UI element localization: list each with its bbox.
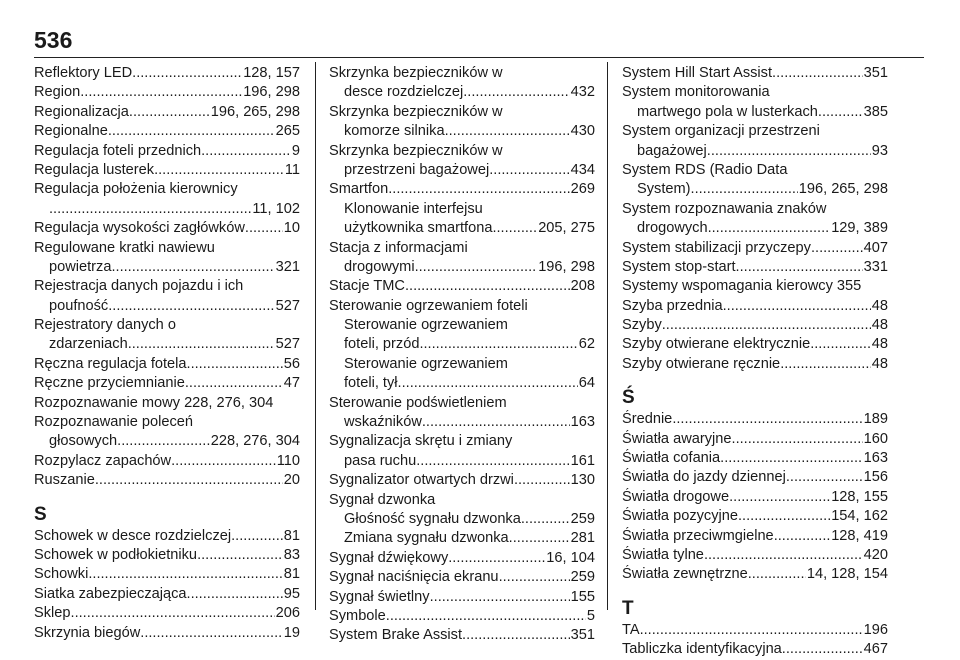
dot-leader: [720, 449, 862, 468]
index-entry: [34, 527, 300, 546]
index-page-numbers: 205, 275: [538, 220, 595, 237]
index-entry-text: Systemy wspomagania kierowcy 355: [622, 278, 862, 295]
index-entry: [34, 374, 300, 393]
index-page-numbers: 163: [570, 414, 595, 431]
index-entry-label: Smartfon: [329, 181, 389, 198]
index-entry: [329, 471, 595, 490]
index-entry-label: użytkownika smartfona: [344, 220, 493, 237]
dot-leader: [662, 316, 871, 335]
dot-leader: [187, 355, 283, 374]
dot-leader: [772, 64, 863, 83]
dot-leader: [422, 413, 570, 432]
index-entry: [34, 452, 300, 471]
index-entry-label: System stabilizacji przyczepy: [622, 239, 811, 256]
index-entry-label: Zmiana sygnału dzwonka: [344, 530, 509, 547]
index-entry: [329, 549, 595, 568]
index-entry-label: Ruszanie: [34, 472, 95, 489]
index-page-numbers: 351: [570, 627, 595, 644]
index-letter-heading: Ś: [622, 387, 635, 409]
dot-leader: [185, 374, 283, 393]
index-entry-text: Regulowane kratki nawiewu: [34, 239, 215, 256]
index-entry-label: Sygnalizator otwartych drzwi: [329, 472, 514, 489]
index-page-numbers: 321: [275, 258, 300, 275]
dot-leader: [140, 624, 283, 643]
index-entry: [622, 239, 888, 258]
dot-leader: [231, 527, 283, 546]
index-entry-label: Siatka zabezpieczająca: [34, 585, 187, 602]
index-entry-label: głosowych: [49, 433, 118, 450]
dot-leader: [95, 471, 283, 490]
index-entry-label: Regulacja lusterek: [34, 161, 155, 178]
index-page-numbers: 154, 162: [831, 508, 888, 525]
index-entry-text: Sterowanie ogrzewaniem: [344, 355, 508, 372]
index-page-numbers: 11: [284, 161, 300, 178]
dot-leader: [132, 64, 242, 83]
dot-leader: [818, 103, 863, 122]
index-page-numbers: 527: [275, 297, 300, 314]
index-entry: [34, 258, 300, 277]
index-page-numbers: 430: [570, 123, 595, 140]
index-page-numbers: 48: [871, 355, 888, 372]
dot-leader: [71, 604, 275, 623]
dot-leader: [729, 488, 830, 507]
index-entry-label: martwego pola w lusterkach: [637, 103, 818, 120]
index-entry-text: Sterowanie ogrzewaniem foteli: [329, 297, 528, 314]
index-entry: [34, 335, 300, 354]
index-entry: [329, 258, 595, 277]
index-entry: [622, 142, 888, 161]
index-column-3: [622, 64, 888, 660]
index-page-numbers: 130: [570, 472, 595, 489]
dot-leader: [154, 161, 284, 180]
index-entry: [329, 413, 595, 432]
index-entry: [34, 355, 300, 374]
index-entry-label: Średnie: [622, 411, 673, 428]
index-page-numbers: 47: [283, 375, 300, 392]
index-page-numbers: 14, 128, 154: [806, 566, 888, 583]
index-page-numbers: 155: [570, 588, 595, 605]
index-entry: [34, 219, 300, 238]
index-entry: [622, 449, 888, 468]
dot-leader: [416, 452, 569, 471]
index-entry-label: Sklep: [34, 605, 71, 622]
index-entry: [329, 277, 595, 296]
index-entry: [34, 103, 300, 122]
index-page-numbers: 467: [863, 641, 888, 658]
index-entry-label: komorze silnika: [344, 123, 445, 140]
dot-leader: [492, 219, 537, 238]
dot-leader: [386, 607, 586, 626]
index-entry: [622, 546, 888, 565]
index-page-numbers: 420: [863, 546, 888, 563]
index-page-numbers: 163: [863, 450, 888, 467]
dot-leader: [736, 258, 863, 277]
dot-leader: [463, 83, 569, 102]
dot-leader: [128, 335, 275, 354]
index-page-numbers: 527: [275, 336, 300, 353]
index-entry-label: Światła przeciwmgielne: [622, 527, 774, 544]
dot-leader: [201, 142, 291, 161]
dot-leader: [738, 507, 830, 526]
index-letter-heading: S: [34, 503, 47, 525]
dot-leader: [117, 432, 210, 451]
index-entry-label: desce rozdzielczej: [344, 84, 464, 101]
index-entry-label: Regulacja wysokości zagłówków: [34, 220, 245, 237]
dot-leader: [398, 374, 578, 393]
dot-leader: [171, 452, 276, 471]
index-entry: [622, 258, 888, 277]
dot-leader: [197, 546, 283, 565]
index-page-numbers: 196, 265, 298: [210, 103, 300, 120]
header-rule: [34, 57, 924, 58]
index-entry: [622, 180, 888, 199]
index-entry-text: Rozpoznawanie mowy 228, 276, 304: [34, 394, 274, 411]
dot-leader: [499, 568, 570, 587]
index-page-numbers: 269: [570, 181, 595, 198]
index-entry-label: System Hill Start Assist: [622, 65, 773, 81]
index-entry-label: Symbole: [329, 607, 386, 624]
index-entry-label: Szyba przednia: [622, 297, 723, 314]
index-page-numbers: 259: [570, 510, 595, 527]
index-entry: [34, 471, 300, 490]
index-entry: [34, 83, 300, 102]
index-entry-label: drogowymi: [344, 258, 415, 275]
index-entry: [329, 510, 595, 529]
index-page-numbers: 259: [570, 569, 595, 586]
index-page-numbers: 93: [871, 142, 888, 159]
index-entry: [34, 604, 300, 623]
index-entry-label: Światła do jazdy dziennej: [622, 469, 786, 486]
index-page-numbers: 5: [586, 607, 595, 624]
index-entry-label: foteli, tył: [344, 375, 398, 392]
index-page-numbers: 11, 102: [252, 200, 300, 217]
index-page-numbers: 81: [283, 527, 300, 544]
index-page-numbers: 48: [871, 336, 888, 353]
index-entry: [622, 335, 888, 354]
dot-leader: [782, 640, 863, 659]
dot-leader: [732, 430, 863, 449]
index-entry-label: Schowek w podłokietniku: [34, 546, 198, 563]
index-page-numbers: 432: [570, 84, 595, 101]
dot-leader: [774, 527, 831, 546]
index-entry: [329, 335, 595, 354]
index-column-2: [329, 64, 595, 646]
dot-leader: [640, 621, 863, 640]
index-page-numbers: 20: [283, 472, 300, 489]
index-entry: [34, 565, 300, 584]
index-entry-label: Region: [34, 84, 81, 101]
index-entry: [622, 297, 888, 316]
dot-leader: [108, 297, 274, 316]
dot-leader: [748, 565, 806, 584]
index-entry-label: wskaźników: [344, 414, 422, 431]
index-page-numbers: 160: [863, 430, 888, 447]
index-entry: [329, 161, 595, 180]
index-entry-text: Sygnalizacja skrętu i zmiany: [329, 433, 513, 450]
index-entry: [34, 432, 300, 451]
index-page-numbers: 95: [283, 585, 300, 602]
index-entry-label: System stop-start: [622, 258, 736, 275]
index-entry-label: Stacje TMC: [329, 278, 405, 295]
index-entry-label: Rozpylacz zapachów: [34, 452, 172, 469]
index-entry-text: Skrzynka bezpieczników w: [329, 103, 503, 120]
index-entry: [622, 488, 888, 507]
index-entry: [622, 640, 888, 659]
index-entry-label: Światła awaryjne: [622, 430, 732, 447]
index-page-numbers: 110: [276, 452, 300, 469]
index-entry: [329, 568, 595, 587]
index-entry-label: System): [637, 181, 691, 198]
index-entry-label: Regulacja foteli przednich: [34, 142, 202, 159]
index-entry-text: Rejestracja danych pojazdu i ich: [34, 278, 244, 295]
index-entry: [34, 64, 300, 83]
dot-leader: [388, 180, 569, 199]
dot-leader: [445, 122, 570, 141]
index-entry: [329, 180, 595, 199]
dot-leader: [514, 471, 570, 490]
index-entry-label: Światła drogowe: [622, 488, 730, 505]
index-entry-label: System Brake Assist: [329, 627, 463, 644]
index-page-numbers: 48: [871, 317, 888, 334]
index-entry-label: drogowych: [637, 220, 708, 237]
dot-leader: [419, 335, 577, 354]
index-page-numbers: 434: [570, 161, 595, 178]
dot-leader: [780, 355, 871, 374]
index-page-numbers: 56: [283, 355, 300, 372]
dot-leader: [723, 297, 871, 316]
index-entry-label: Głośność sygnału dzwonka: [344, 510, 521, 527]
dot-leader: [521, 510, 570, 529]
index-entry-text: Sterowanie ogrzewaniem: [344, 317, 508, 334]
index-entry: [34, 142, 300, 161]
index-entry-label: Światła pozycyjne: [622, 508, 738, 525]
index-entry: [622, 64, 888, 83]
dot-leader: [80, 83, 242, 102]
dot-leader: [704, 546, 863, 565]
index-entry-text: System rozpoznawania znaków: [622, 200, 827, 217]
index-entry-label: bagażowej: [637, 142, 707, 159]
index-page-numbers: 62: [578, 336, 595, 353]
index-entry: [622, 621, 888, 640]
index-page-numbers: 208: [570, 278, 595, 295]
index-entry: [34, 585, 300, 604]
dot-leader: [405, 277, 570, 296]
index-entry-label: Szyby otwierane ręcznie: [622, 355, 781, 372]
index-entry-label: Sygnał dźwiękowy: [329, 549, 449, 566]
index-entry: [34, 546, 300, 565]
index-entry: [622, 468, 888, 487]
index-entry-text: System organizacji przestrzeni: [622, 123, 820, 140]
index-entry-text: Skrzynka bezpieczników w: [329, 65, 503, 81]
index-page-numbers: 156: [863, 469, 888, 486]
index-entry: [622, 527, 888, 546]
index-entry-label: Światła zewnętrzne: [622, 566, 748, 583]
dot-leader: [707, 142, 871, 161]
index-entry-label: Sygnał naciśnięcia ekranu: [329, 569, 499, 586]
index-entry: [622, 103, 888, 122]
index-entry: [329, 83, 595, 102]
index-entry-label: Schowki: [34, 566, 89, 583]
dot-leader: [129, 103, 210, 122]
dot-leader: [672, 410, 862, 429]
index-entry: [622, 430, 888, 449]
index-page-numbers: 128, 155: [831, 488, 888, 505]
index-entry: [622, 316, 888, 335]
index-entry-label: Regionalne: [34, 123, 108, 140]
column-divider-2: [607, 62, 608, 610]
index-entry: [622, 410, 888, 429]
index-entry: [34, 122, 300, 141]
index-entry: [329, 607, 595, 626]
dot-leader: [509, 529, 570, 548]
index-entry: [34, 200, 300, 219]
dot-leader: [448, 549, 545, 568]
index-entry: [329, 626, 595, 645]
index-page-numbers: 385: [863, 103, 888, 120]
index-entry-label: Światła tylne: [622, 546, 704, 563]
index-entry-label: Schowek w desce rozdzielczej: [34, 527, 232, 544]
index-entry-label: Reflektory LED: [34, 65, 133, 81]
index-page-numbers: 48: [871, 297, 888, 314]
index-entry: [34, 297, 300, 316]
index-entry-label: Regionalizacja: [34, 103, 129, 120]
index-page-numbers: 331: [863, 258, 888, 275]
dot-leader: [489, 161, 569, 180]
index-page-numbers: 281: [570, 530, 595, 547]
index-entry-label: Szyby otwierane elektrycznie: [622, 336, 811, 353]
index-entry-label: przestrzeni bagażowej: [344, 161, 490, 178]
index-page-numbers: 16, 104: [546, 549, 595, 566]
index-entry-label: foteli, przód: [344, 336, 420, 353]
index-entry-label: zdarzeniach: [49, 336, 128, 353]
index-page-numbers: 196, 298: [243, 84, 300, 101]
dot-leader: [88, 565, 282, 584]
column-divider-1: [315, 62, 316, 610]
index-entry: [329, 588, 595, 607]
dot-leader: [811, 239, 863, 258]
index-entry-label: Tabliczka identyfikacyjna: [622, 641, 782, 658]
index-entry-text: Regulacja położenia kierownicy: [34, 181, 238, 198]
index-entry-label: poufność: [49, 297, 109, 314]
index-page-numbers: 128, 157: [243, 65, 300, 81]
index-entry: [622, 219, 888, 238]
index-page-numbers: 128, 419: [831, 527, 888, 544]
index-entry-text: Sterowanie podświetleniem: [329, 394, 507, 411]
index-page-numbers: 206: [275, 605, 300, 622]
index-entry-text: Skrzynka bezpieczników w: [329, 142, 503, 159]
index-page-numbers: 83: [283, 546, 300, 563]
dot-leader: [187, 585, 283, 604]
page-number: 536: [34, 27, 73, 53]
index-entry-label: Ręczne przyciemnianie: [34, 375, 185, 392]
index-entry-label: TA: [622, 621, 640, 638]
index-entry: [34, 624, 300, 643]
index-page-numbers: 64: [578, 375, 595, 392]
index-entry: [329, 452, 595, 471]
dot-leader: [691, 180, 798, 199]
index-entry-label: powietrza: [49, 258, 112, 275]
dot-leader: [810, 335, 871, 354]
dot-leader: [49, 200, 251, 219]
index-entry: [329, 219, 595, 238]
index-entry: [329, 529, 595, 548]
index-column-1: [34, 64, 300, 643]
index-page-numbers: 161: [570, 452, 595, 469]
index-entry: [622, 355, 888, 374]
index-page-numbers: 129, 389: [831, 220, 888, 237]
index-entry-label: Szyby: [622, 317, 662, 334]
index-page-numbers: 265: [275, 123, 300, 140]
index-page-numbers: 196: [863, 621, 888, 638]
dot-leader: [111, 258, 274, 277]
index-entry-text: Stacja z informacjami: [329, 239, 468, 256]
index-entry-label: Sygnał świetlny: [329, 588, 430, 605]
index-entry-text: Rejestratory danych o: [34, 317, 176, 334]
dot-leader: [415, 258, 538, 277]
index-page-numbers: 81: [283, 566, 300, 583]
index-letter-heading: T: [622, 597, 634, 619]
index-page-numbers: 19: [283, 624, 300, 641]
index-entry-text: Rozpoznawanie poleceń: [34, 414, 194, 431]
index-entry-label: pasa ruchu: [344, 452, 417, 469]
dot-leader: [430, 588, 570, 607]
dot-leader: [108, 122, 275, 141]
dot-leader: [708, 219, 831, 238]
index-page-numbers: 351: [863, 65, 888, 81]
index-entry-text: Sygnał dzwonka: [329, 491, 436, 508]
index-entry-text: Klonowanie interfejsu: [344, 200, 483, 217]
dot-leader: [462, 626, 570, 645]
index-page-numbers: 10: [283, 220, 300, 237]
index-page-numbers: 407: [863, 239, 888, 256]
index-entry-text: System monitorowania: [622, 84, 770, 101]
index-entry: [34, 161, 300, 180]
index-entry-label: Ręczna regulacja fotela: [34, 355, 187, 372]
index-entry: [329, 374, 595, 393]
index-page-numbers: 9: [291, 142, 300, 159]
index-entry-text: System RDS (Radio Data: [622, 161, 788, 178]
index-page-numbers: 189: [863, 411, 888, 428]
index-entry: [329, 122, 595, 141]
index-page-numbers: 228, 276, 304: [210, 433, 300, 450]
index-page-numbers: 196, 298: [538, 258, 595, 275]
index-entry-label: Światła cofania: [622, 450, 721, 467]
index-entry: [622, 565, 888, 584]
dot-leader: [245, 219, 283, 238]
dot-leader: [786, 468, 863, 487]
index-page-numbers: 196, 265, 298: [798, 181, 888, 198]
index-entry: [622, 507, 888, 526]
index-entry-label: Skrzynia biegów: [34, 624, 141, 641]
